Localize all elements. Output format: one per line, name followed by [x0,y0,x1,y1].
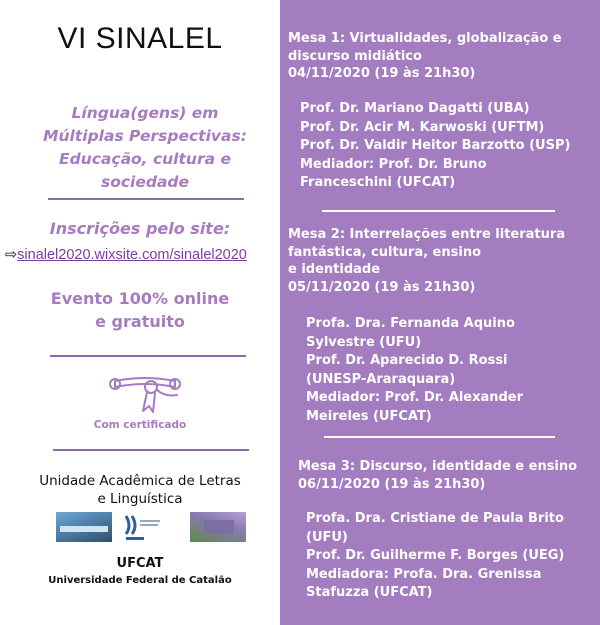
certificate-label: Com certificado [93,419,187,431]
ufcat-acronym: UFCAT [116,556,164,571]
mesa-header-line: 04/11/2020 (19 às 21h30) [288,66,476,81]
person: Mediador: Prof. Dr. Alexander [306,390,524,405]
uall-logo-icon [122,512,172,542]
registration-link[interactable] [5,247,247,263]
divider [53,449,249,451]
divider [324,436,555,438]
site-url[interactable]: sinalel2020.wixsite.com/sinalel2020 [17,247,247,263]
left-panel [0,0,280,625]
person: Prof. Dr. Mariano Dagatti (UBA) [300,101,530,116]
person: Meireles (UFCAT) [306,408,432,424]
mesa-header-line: Mesa 2: Interrelações entre literatura [288,227,566,242]
building-photo-left [56,512,112,542]
event-theme [20,102,270,194]
person: Mediador: Prof. Dr. Bruno [300,156,487,172]
event-info [0,287,280,333]
mesa-header-line: 06/11/2020 (19 às 21h30) [298,476,486,492]
person: Mediadora: Profa. Dra. Grenissa [306,566,542,582]
divider [322,210,555,212]
mesa-1-header [288,30,562,83]
mesa-2-header [288,226,565,296]
mesa-3-people [306,510,564,603]
mesa-header-line: Mesa 1: Virtualidades, globalização e [288,31,562,46]
building-photo-right [190,512,246,542]
person: Profa. Dra. Fernanda Aquino [306,316,515,331]
mesa-2-people [306,315,523,426]
ufcat-name: Universidade Federal de Catalão [48,575,232,586]
person: Franceschini (UFCAT) [300,175,456,190]
event-line: e gratuito [95,312,185,331]
person: Sylvestre (UFU) [306,334,422,350]
person: (UNESP-Araraquara) [306,371,456,387]
mesa-1-people [300,100,570,193]
person: Prof. Dr. Valdir Heitor Barzotto (USP) [300,138,571,153]
theme-line: sociedade [100,173,190,191]
unit-line: e Linguística [97,491,183,507]
person: (UFU) [306,529,348,545]
diploma-scroll-icon [105,373,185,415]
theme-line: Múltiplas Perspectivas: [43,127,247,145]
person: Prof. Dr. Guilherme F. Borges (UEG) [306,548,565,563]
mesa-header-line: fantástica, cultura, ensino [288,244,482,260]
divider [50,355,246,357]
event-line: Evento 100% online [50,289,230,308]
logo-row [56,512,246,542]
mesa-header-line: Mesa 3: Discurso, identidade e ensino [298,459,578,474]
unit-line: Unidade Acadêmica de Letras [39,473,241,489]
person: Stafuzza (UFCAT) [306,585,433,600]
divider [48,198,244,200]
person: Profa. Dra. Cristiane de Paula Brito [306,511,564,526]
registration-label: Inscrições pelo site: [49,219,231,238]
theme-line: Língua(gens) em [71,104,219,122]
person: Prof. Dr. Aparecido D. Rossi [306,353,508,368]
theme-line: Educação, cultura e [59,150,231,168]
mesa-header-line: 05/11/2020 (19 às 21h30) [288,279,476,295]
right-panel [280,0,600,625]
arrow-right-icon: ⇨ [5,247,18,263]
person: Prof. Dr. Acir M. Karwoski (UFTM) [300,119,545,135]
event-title: VI SINALEL [57,22,223,55]
mesa-header-line: e identidade [288,262,381,277]
mesa-header-line: discurso midiático [288,48,422,64]
mesa-3-header [298,458,577,493]
academic-unit [0,472,280,508]
